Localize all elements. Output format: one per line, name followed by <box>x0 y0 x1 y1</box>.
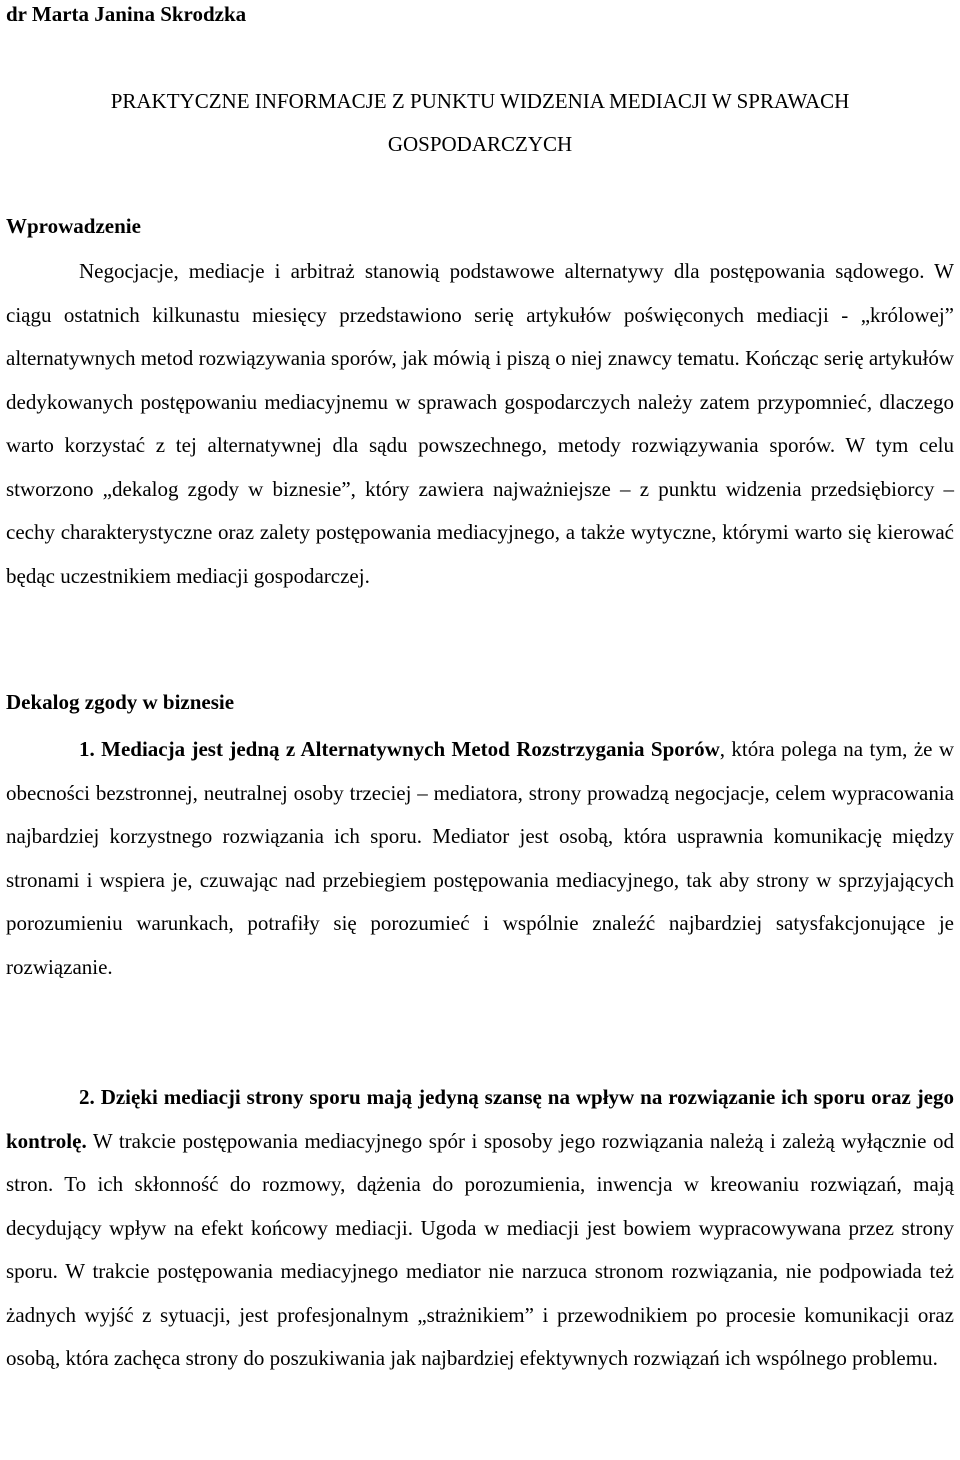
dekalog-item-2 <box>6 1076 954 1381</box>
item-body-text: W trakcie postępowania mediacyjnego spór i sposoby jego rozwiązania należą i zależą wyłącznie od stron. To ich skłonność do rozmowy, dążenia do porozumienia, inwencja w kreowaniu rozwiązań, mają decydujący wpływ na efekt końcowy mediacji. Ugoda w mediacji jest bowiem wypracowywana przez strony sporu. W trakcie postępowania mediacyjnego mediator nie narzuca stronom rozwiązania, nie podpowiada też żadnych wyjść z sytuacji, jest profesjonalnym „strażnikiem” i przewodnikiem po procesie komunikacji oraz osobą, która zachęca strony do poszukiwania jak najbardziej efektywnych rozwiązań ich wspólnego problemu. <box>6 1128 954 1370</box>
item-body-text: , która polega na tym, że w obecności bezstronnej, neutralnej osoby trzeciej – mediatora, strony prowadzą negocjacje, celem wypracowania najbardziej korzystnego rozwiązania ich sporu. Mediator jest osobą, która usprawnia komunikację między stronami i wspiera je, czuwając nad przebiegiem postępowania mediacyjnego, tak aby strony w sprzyjających porozumieniu warunkach, potrafiły się porozumieć i wspólnie znaleźć najbardziej satysfakcjonujące je rozwiązanie. <box>6 737 955 979</box>
section-heading-dekalog: Dekalog zgody w biznesie <box>6 690 235 714</box>
item-number: 2. <box>79 1085 95 1109</box>
title-line-1: PRAKTYCZNE INFORMACJE Z PUNKTU WIDZENIA MEDIACJI W SPRAWACH <box>110 89 850 113</box>
item-bold-lead: Dzięki mediacji strony sporu mają jedyną szansę na wpływ na rozwiązanie ich sporu oraz jego kontrolę. <box>6 1085 955 1153</box>
section-heading-introduction: Wprowadzenie <box>6 214 141 238</box>
document-title <box>6 80 954 166</box>
dekalog-item-1 <box>6 728 954 989</box>
item-bold-lead: Mediacja jest jedną z Alternatywnych Metod Rozstrzygania Sporów <box>101 737 720 761</box>
author-name: dr Marta Janina Skrodzka <box>6 2 247 26</box>
item-number: 1. <box>79 737 95 761</box>
title-line-2: GOSPODARCZYCH <box>387 132 573 156</box>
introduction-paragraph: Negocjacje, mediacje i arbitraż stanowią podstawowe alternatywy dla postępowania sądowego. W ciągu ostatnich kilkunastu miesięcy przedstawiono serię artykułów poświęconych mediacji - „królowej” alternatywnych metod rozwiązywania sporów, jak mówią i piszą o niej znawcy tematu. Kończąc serię artykułów dedykowanych postępowaniu mediacyjnemu w sprawach gospodarczych należy zatem przypomnieć, dlaczego warto korzystać z tej alternatywnej dla sądu powszechnego, metody rozwiązywania sporów. W tym celu stworzono „dekalog zgody w biznesie”, który zawiera najważniejsze – z punktu widzenia przedsiębiorcy – cechy charakterystyczne oraz zalety postępowania mediacyjnego, a także wytyczne, którymi warto się kierować będąc uczestnikiem mediacji gospodarczej. <box>6 259 954 588</box>
